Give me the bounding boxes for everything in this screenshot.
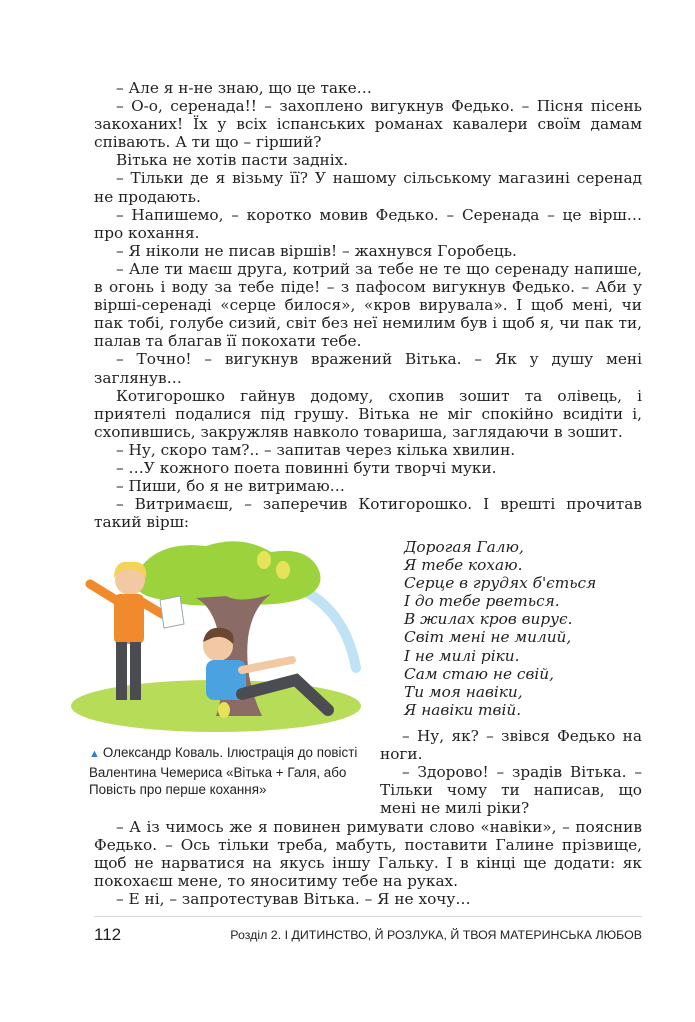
boy-arm-raised [90, 584, 116, 600]
paragraph: – Пиши, бо я не витримаю… [116, 477, 345, 496]
poem-line: Дорогая Галю, [404, 538, 524, 556]
boy-arm-paper [142, 602, 162, 614]
pear [218, 702, 230, 718]
poem-line: І до тебе рветься. [404, 592, 560, 611]
pear [257, 551, 271, 569]
story-text-upper [94, 79, 642, 531]
paragraph: – Але я н-не знаю, що це таке… [116, 79, 372, 97]
paper-sheet [160, 596, 184, 628]
paragraph: Вітька не хотів пасти задніх. [116, 151, 349, 170]
boy-arm-pointing [242, 660, 292, 670]
paragraph: – Тільки де я візьму її? У нашому сільському магазині серенад не продають. [94, 169, 642, 206]
illustration-caption [89, 744, 379, 799]
paragraph: – Напишемо, – коротко мовив Федько. – Серенада – це вірш… про кохання. [94, 205, 642, 242]
story-text-lower [94, 818, 642, 908]
caption-marker-icon: ▲ [89, 748, 100, 760]
paragraph: – …У кожного поета повинні бути творчі муки. [116, 458, 497, 477]
paragraph: – А із чимось же я повинен римувати слово «навіки», – пояснив Федько. – Ось тільки треба, мабуть, поставити Галине прізвище, щоб не нарватися на якусь іншу Гальку. І в кінці ще додати: як покохаєш мене, то яноситиму тебе на руках. [94, 818, 642, 891]
story-text-side [380, 727, 642, 817]
page-number: 112 [94, 925, 122, 944]
paragraph: – Точно! – вигукнув вражений Вітька. – Як у душу мені заглянув… [94, 350, 642, 387]
paragraph: – Витримаєш, – заперечив Котигорошко. І врешті прочитав такий вірш: [94, 495, 642, 532]
poem-line: В жилах кров вирує. [404, 610, 573, 629]
poem-line: Я навіки твій. [404, 700, 522, 719]
illustration-boys-under-pear-tree [66, 538, 366, 736]
boy-leg [116, 642, 127, 700]
paragraph: – Ну, як? – звівся Федько на ноги. [380, 727, 642, 764]
footer-divider [94, 916, 642, 917]
paragraph: Котигорошко гайнув додому, схопив зошит та олівець, і приятелі подалися під грушу. Вітька не міг спокійно всидіти і, схопившись, закружляв навколо товариша, заглядаючи в зошит. [94, 386, 642, 441]
pear [276, 561, 290, 579]
tree-foliage [135, 541, 321, 605]
poem-line: Світ мені не милий, [404, 628, 572, 647]
caption-text: Олександр Коваль. Ілюстрація до повісті Валентина Чемериса «Вітька + Галя, або Повість про перше кохання» [89, 745, 358, 797]
paragraph: – Здорово! – зрадів Вітька. – Тільки чому ти написав, що мені не милі ріки? [380, 763, 642, 818]
paragraph: – Але ти маєш друга, котрий за тебе не те що серенаду напише, в огонь і воду за тебе піде! – з пафосом вигукнув Федько. – Аби у вірші-серенаді «серце билося», «кров вирувала». І щоб мені, чи пак тобі, голубе сизий, світ без неї немилим був і щоб я, чи пак ти, палав та благав її покохати тебе. [94, 259, 642, 351]
paragraph: – Е ні, – запротестував Вітька. – Я не хочу… [116, 890, 471, 909]
poem-line: Ти моя навіки, [404, 682, 523, 701]
paragraph: – Ну, скоро там?.. – запитав через кілька хвилин. [116, 440, 516, 459]
poem-line: Серце в грудях б'ється [404, 574, 597, 593]
paragraph: – Я ніколи не писав віршів! – жахнувся Горобець. [116, 241, 517, 260]
running-head: Розділ 2. І ДИТИНСТВО, Й РОЗЛУКА, Й ТВОЯ МАТЕРИНСЬКА ЛЮБОВ [230, 928, 642, 942]
poem-line: І не милі ріки. [404, 646, 520, 665]
paragraph: – О-о, серенада!! – захоплено вигукнув Федько. – Пісня пісень закоханих! Їх у всіх іспанських романах кавалери своїм дамам співають. А ти що – гірший? [94, 97, 642, 152]
poem [404, 538, 644, 719]
boy-leg [130, 642, 141, 700]
poem-line: Сам стаю не свій, [404, 664, 554, 683]
poem-line: Я тебе кохаю. [404, 556, 523, 575]
